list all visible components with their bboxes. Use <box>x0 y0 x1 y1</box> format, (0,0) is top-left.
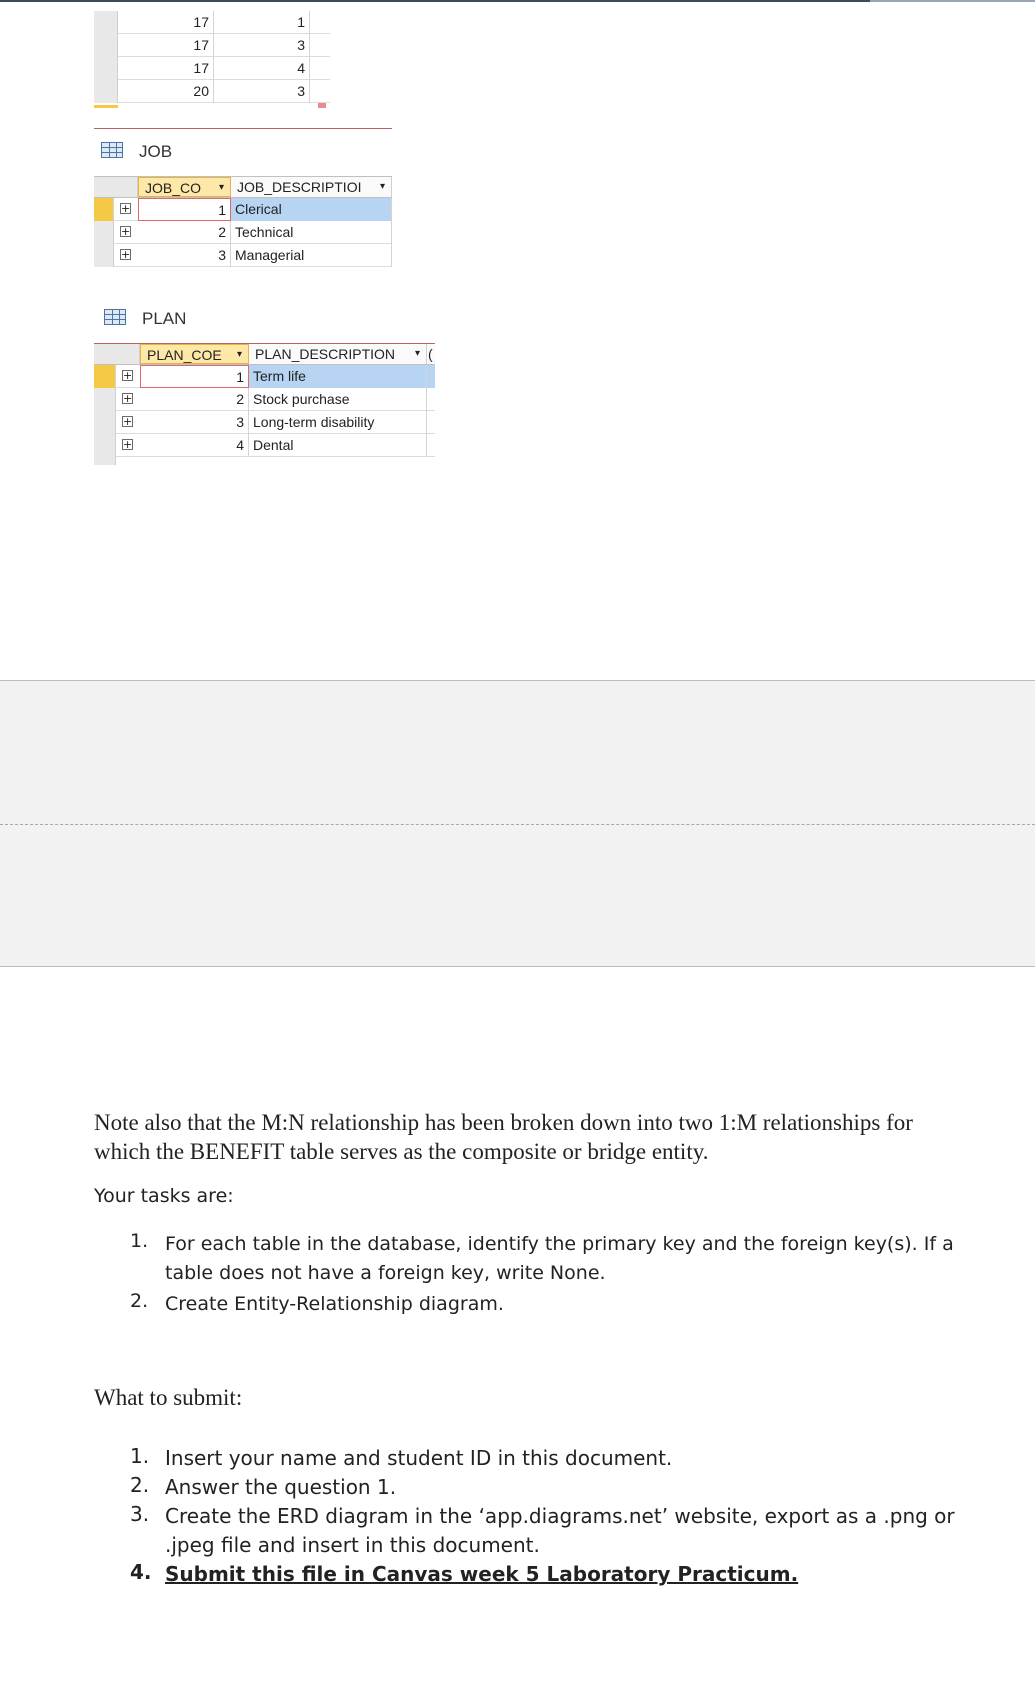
table-header <box>94 343 435 365</box>
table-row <box>94 11 330 34</box>
cell-job-description[interactable]: Managerial <box>231 244 392 267</box>
submit-text: Create the ERD diagram in the ‘app.diagrams.net’ website, export as a .png or .jpeg file and insert in this document. <box>165 1504 955 1557</box>
cell-b: 3 <box>214 80 310 103</box>
table-row[interactable] <box>94 388 435 411</box>
table-row <box>94 80 330 103</box>
row-selector[interactable] <box>94 434 116 457</box>
cell-job-code[interactable]: 3 <box>138 244 231 267</box>
row-selector[interactable] <box>94 388 116 411</box>
dropdown-arrow-icon[interactable]: ▾ <box>218 182 224 193</box>
expand-icon[interactable]: + <box>123 438 133 451</box>
cell-plan-code[interactable]: 2 <box>140 388 249 411</box>
task-number: 1. <box>130 1230 149 1252</box>
submit-number: 3. <box>130 1502 150 1526</box>
cell-job-description[interactable]: Technical <box>231 221 392 244</box>
top-border-accent <box>870 0 1035 2</box>
column-header-job-description[interactable]: JOB_DESCRIPTIOI ▾ <box>231 177 392 197</box>
new-record-row[interactable] <box>94 457 435 465</box>
column-header-plan-description[interactable]: PLAN_DESCRIPTION ▾ <box>249 344 427 364</box>
benefit-table-fragment <box>94 0 330 112</box>
plan-table <box>94 343 439 473</box>
divider <box>94 128 392 129</box>
page-break-area <box>0 680 1035 967</box>
row-selector[interactable] <box>94 221 114 244</box>
cell-a: 17 <box>118 11 214 34</box>
cell-b: 4 <box>214 57 310 80</box>
cell-job-code[interactable]: 1 <box>138 198 231 221</box>
table-row[interactable] <box>94 244 392 267</box>
dropdown-arrow-icon[interactable]: ▾ <box>379 181 385 192</box>
selection-marker <box>94 105 118 108</box>
submit-number: 1. <box>130 1444 150 1468</box>
cursor-marker <box>318 103 326 108</box>
table-row[interactable] <box>94 411 435 434</box>
dropdown-arrow-icon[interactable]: ▾ <box>414 348 420 359</box>
table-header <box>94 176 392 198</box>
cell-plan-description[interactable]: Term life <box>249 365 427 388</box>
cell-a: 17 <box>118 57 214 80</box>
submit-text: Submit this file in Canvas week 5 Laboratory Practicum. <box>165 1562 799 1586</box>
table-row <box>94 57 330 80</box>
cell-plan-code[interactable]: 3 <box>140 411 249 434</box>
tasks-intro: Your tasks are: <box>94 1185 234 1207</box>
table-row[interactable] <box>94 365 435 388</box>
cell-plan-description[interactable]: Stock purchase <box>249 388 427 411</box>
cell-b: 3 <box>214 34 310 57</box>
expand-icon[interactable]: + <box>121 248 131 261</box>
submit-text: Insert your name and student ID in this document. <box>165 1446 673 1470</box>
row-selector[interactable] <box>94 411 116 434</box>
submit-text: Answer the question 1. <box>165 1475 397 1499</box>
table-row[interactable] <box>94 198 392 221</box>
cell-plan-description[interactable]: Long-term disability <box>249 411 427 434</box>
plan-table-title: PLAN <box>142 309 187 328</box>
expand-icon[interactable]: + <box>123 392 133 405</box>
table-icon <box>104 309 126 325</box>
submit-number: 2. <box>130 1473 150 1497</box>
row-selector[interactable] <box>94 198 114 221</box>
job-table <box>94 176 394 276</box>
page-break-dashed-line <box>0 824 1035 825</box>
cell-job-description[interactable]: Clerical <box>231 198 392 221</box>
cell-plan-code[interactable]: 1 <box>140 365 249 388</box>
cell-job-code[interactable]: 2 <box>138 221 231 244</box>
table-row[interactable] <box>94 434 435 457</box>
table-row <box>94 34 330 57</box>
cell-a: 20 <box>118 80 214 103</box>
dropdown-arrow-icon[interactable]: ▾ <box>236 349 242 360</box>
cell-plan-description[interactable]: Dental <box>249 434 427 457</box>
cell-plan-code[interactable]: 4 <box>140 434 249 457</box>
note-paragraph: Note also that the M:N relationship has been broken down into two 1:M relationships for which the BENEFIT table serves as the composite or bridge entity. <box>94 1110 913 1164</box>
expand-icon[interactable]: + <box>123 415 133 428</box>
row-selector[interactable] <box>94 365 116 388</box>
table-row[interactable] <box>94 221 392 244</box>
task-text: Create Entity-Relationship diagram. <box>165 1293 504 1315</box>
job-table-title: JOB <box>139 142 173 161</box>
table-icon <box>101 142 123 158</box>
cell-b: 1 <box>214 11 310 34</box>
column-header-plan-code[interactable]: PLAN_COE ▾ <box>140 344 249 364</box>
submit-intro: What to submit: <box>94 1385 243 1410</box>
expand-icon[interactable]: + <box>121 225 131 238</box>
cell-a: 17 <box>118 34 214 57</box>
row-selector[interactable] <box>94 244 114 267</box>
task-number: 2. <box>130 1290 149 1312</box>
expand-icon[interactable]: + <box>123 369 133 382</box>
task-text: For each table in the database, identify the primary key and the foreign key(s). If a table does not have a foreign key, write None. <box>165 1233 954 1284</box>
submit-number: 4. <box>130 1560 152 1584</box>
column-header-extra[interactable]: ( <box>428 346 433 362</box>
expand-icon[interactable]: + <box>121 202 131 215</box>
column-header-job-code[interactable]: JOB_CO ▾ <box>138 177 231 197</box>
